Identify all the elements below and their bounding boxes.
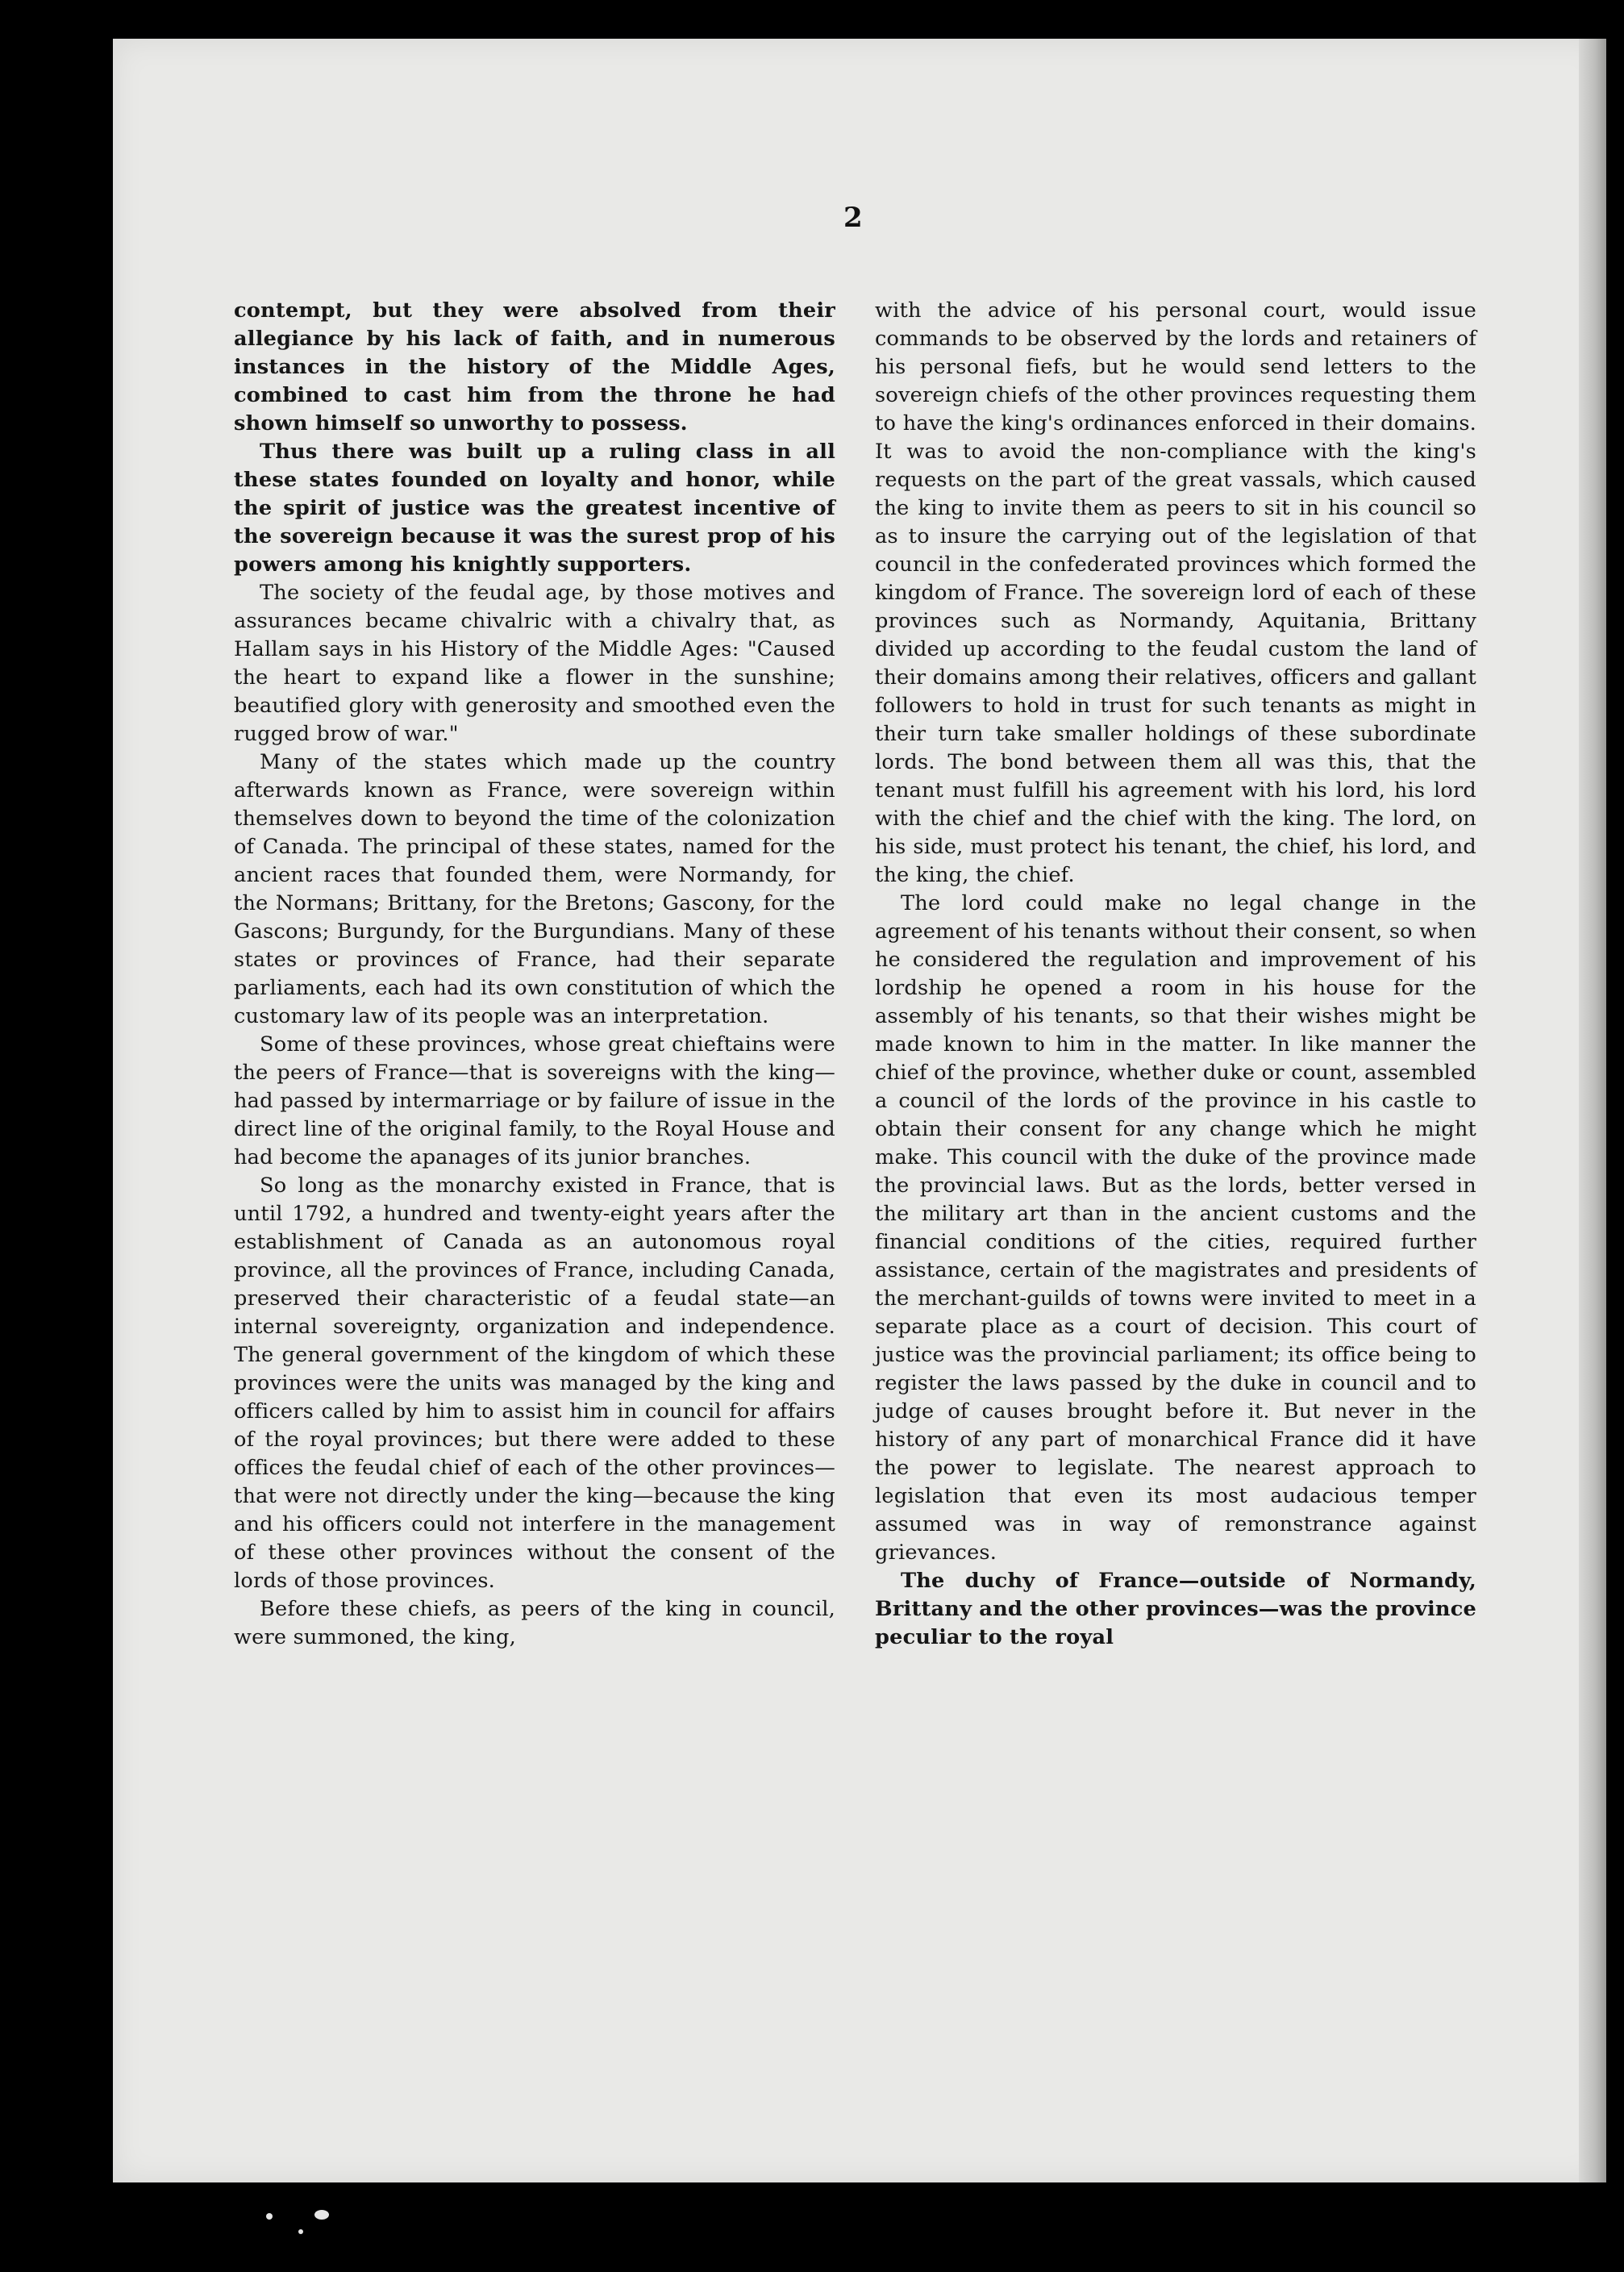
paragraph: Some of these provinces, whose great chieftains were the peers of France—that is sovereigns with the king—had passed by intermarriage or by failure of issue in the direct line of the original family, to the Royal House and had become the apanages of its junior branches. xyxy=(234,1032,835,1169)
paragraph: Thus there was built up a ruling class in all these states founded on loyalty and honor, while the spirit of justice was the greatest incentive of the sovereign because it was the surest prop of his powers among his knightly supporters. xyxy=(234,440,835,577)
paragraph: Many of the states which made up the country afterwards known as France, were sovereign within themselves down to beyond the time of the colonization of Canada. The principal of these states, named for the ancient races that founded them, were Normandy, for the Normans; Brittany, for the Bretons; Gascony, for the Gascons; Burgundy, for the Burgundians. Many of these states or provinces of France, had their separate parliaments, each had its own constitution of which the customary law of its people was an interpretation. xyxy=(234,750,835,1028)
paragraph: So long as the monarchy existed in France, that is until 1792, a hundred and twenty-eight years after the establishment of Canada as an autonomous royal province, all the provinces of France, including Canada, preserved their characteristic of a feudal state—an internal sovereignty, organization and independence. The general government of the kingdom of which these provinces were the units was managed by the king and officers called by him to assist him in council for affairs of the royal provinces; but there were added to these offices the feudal chief of each of the other provinces—that were not directly under the king—because the king and his officers could not interfere in the management of these other provinces without the consent of the lords of those provinces. xyxy=(234,1174,835,1593)
paragraph: with the advice of his personal court, would issue commands to be observed by the lords and retainers of his personal fiefs, but he would send letters to the sovereign chiefs of the other provinces requesting them to have the king's ordinances enforced in their domains. It was to avoid the non-compliance with the king's requests on the part of the great vassals, which caused the king to invite them as peers to sit in his council so as to insure the carrying out of the legislation of that council in the confederated provinces which formed the kingdom of France. The sovereign lord of each of these provinces such as Normandy, Aquitania, Brittany divided up according to the feudal custom the land of their domains among their relatives, officers and gallant followers to hold in trust for such tenants as might in their turn take smaller holdings of these subordinate lords. The bond between them all was this, that the tenant must fulfill his agreement with his lord, his lord with the chief and the chief with the king. The lord, on his side, must protect his tenant, the chief, his lord, and the king, the chief. xyxy=(875,298,1476,887)
page-number: 2 xyxy=(843,202,863,234)
paragraph: The duchy of France—outside of Normandy, Brittany and the other provinces—was the province peculiar to the royal xyxy=(875,1569,1476,1649)
left-column xyxy=(234,297,835,1652)
page-edge-shadow xyxy=(1579,39,1606,2182)
paragraph: contempt, but they were absolved from their allegiance by his lack of faith, and in numerous instances in the history of the Middle Ages, combined to cast him from the throne he had shown himself so unworthy to possess. xyxy=(234,298,835,436)
right-column xyxy=(875,297,1476,1652)
scan-specks xyxy=(258,2210,355,2242)
paragraph: Before these chiefs, as peers of the king in council, were summoned, the king, xyxy=(234,1597,835,1649)
paragraph: The society of the feudal age, by those motives and assurances became chivalric with a chivalry that, as Hallam says in his History of the Middle Ages: "Caused the heart to expand like a flower in the sunshine; beautified glory with generosity and smoothed even the rugged brow of war." xyxy=(234,581,835,746)
paragraph: The lord could make no legal change in the agreement of his tenants without their consent, so when he considered the regulation and improvement of his lordship he opened a room in his house for the assembly of his tenants, so that their wishes might be made known to him in the matter. In like manner the chief of the province, whether duke or count, assembled a council of the lords of the province in his castle to obtain their consent for any change which he might make. This council with the duke of the province made the provincial laws. But as the lords, better versed in the military art than in the ancient customs and the financial conditions of the cities, required further assistance, certain of the magistrates and presidents of the merchant-guilds of towns were invited to meet in a separate place as a court of decision. This court of justice was the provincial parliament; its office being to register the laws passed by the duke in council and to judge of causes brought before it. But never in the history of any part of monarchical France did it have the power to legislate. The nearest approach to legislation that even its most audacious temper assumed was in way of remonstrance against grievances. xyxy=(875,891,1476,1565)
